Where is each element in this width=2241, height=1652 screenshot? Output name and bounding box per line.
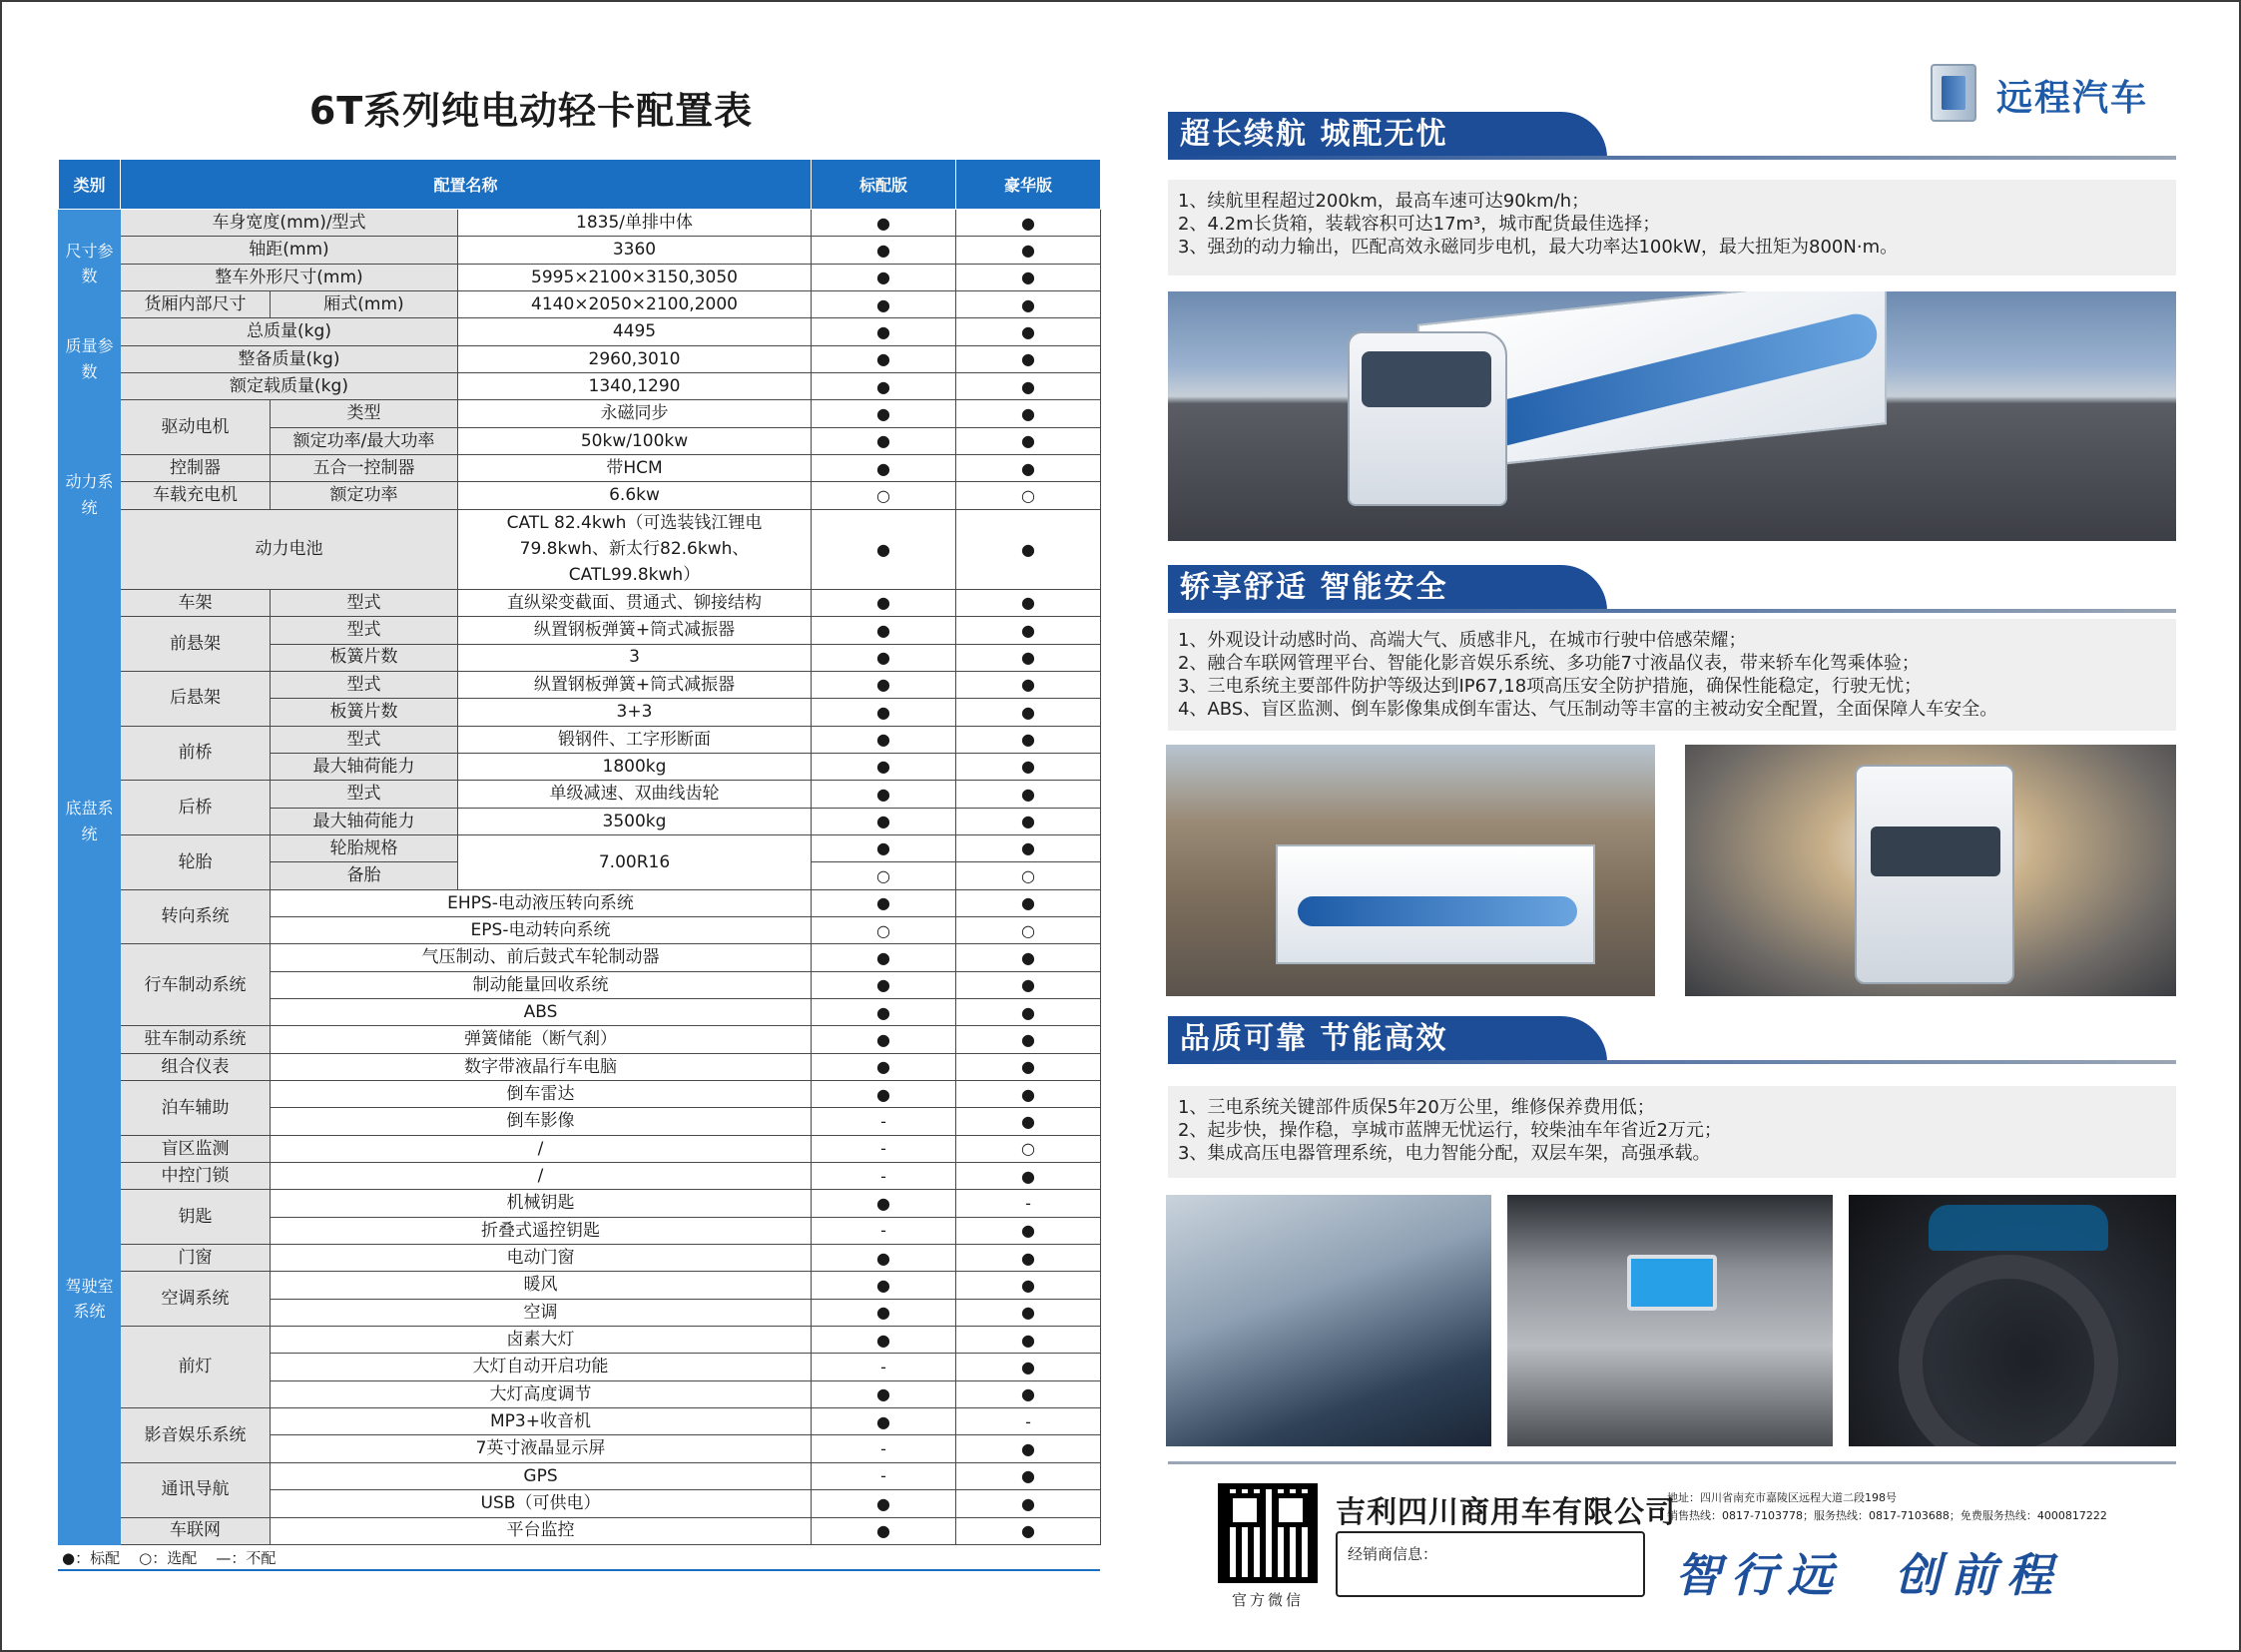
deluxe-mark: ○ (956, 1135, 1101, 1162)
qr-label: 官方微信 (1231, 1591, 1304, 1609)
row-sublabel: 类型 (271, 400, 458, 427)
standard-mark: ● (812, 589, 956, 616)
hotlines: 销售热线：0817-7103778；服务热线：0817-7103688；免费服务热线：4000817222 (1667, 1509, 2107, 1522)
page-title: 6T系列纯电动轻卡配置表 (308, 89, 754, 133)
row-label: 总质量(kg) (121, 318, 458, 345)
row-label: 组合仪表 (121, 1053, 271, 1080)
table-row (59, 889, 1101, 916)
section-text-range (1168, 180, 2176, 275)
center-console-photo (1507, 1195, 1833, 1446)
row-value: 大灯自动开启功能 (271, 1354, 812, 1380)
row-value: 4140×2050×2100,2000 (458, 291, 812, 318)
standard-mark: - (812, 1435, 956, 1462)
table-row (59, 1081, 1101, 1108)
deluxe-mark: ● (956, 1163, 1101, 1190)
row-sublabel: 厢式(mm) (271, 291, 458, 318)
table-row (59, 318, 1101, 345)
table-row (59, 1190, 1101, 1217)
row-value: 数字带液晶行车电脑 (271, 1053, 812, 1080)
deluxe-mark: ● (956, 400, 1101, 427)
truck-shape (1276, 844, 1595, 964)
row-label: 后悬架 (121, 671, 271, 726)
row-label: 整备质量(kg) (121, 345, 458, 372)
standard-mark: ● (812, 1053, 956, 1080)
row-value: 7.00R16 (458, 834, 812, 889)
row-label: 驻车制动系统 (121, 1026, 271, 1053)
standard-mark: - (812, 1108, 956, 1135)
deluxe-mark: ● (956, 1517, 1101, 1544)
deluxe-mark: ● (956, 1272, 1101, 1299)
table-row (59, 264, 1101, 290)
table-row (59, 400, 1101, 427)
table-row (59, 1245, 1101, 1272)
table-row (59, 210, 1101, 237)
category-mass: 质量参数 (59, 318, 121, 400)
row-label: 驱动电机 (121, 400, 271, 455)
deluxe-mark: ● (956, 1081, 1101, 1108)
table-row (59, 345, 1101, 372)
row-value: 纵置钢板弹簧+筒式减振器 (458, 671, 812, 698)
row-label: 钥匙 (121, 1190, 271, 1245)
row-label: 车身宽度(mm)/型式 (121, 210, 458, 237)
feature-line: 2、起步快，操作稳，享城市蓝牌无忧运行，较柴油车年省近2万元； (1178, 1120, 1722, 1141)
deluxe-mark: ● (956, 318, 1101, 345)
standard-mark: ● (812, 944, 956, 971)
row-value: 大灯高度调节 (271, 1380, 812, 1407)
table-row (59, 1026, 1101, 1053)
row-sublabel: 额定功率/最大功率 (271, 427, 458, 454)
row-label: 空调系统 (121, 1272, 271, 1327)
truck-road-photo (1168, 291, 2176, 541)
standard-mark: ● (812, 509, 956, 589)
row-label: 影音娱乐系统 (121, 1408, 271, 1463)
row-sublabel: 备胎 (271, 862, 458, 889)
standard-mark: ● (812, 1272, 956, 1299)
feature-line: 4、ABS、盲区监测、倒车影像集成倒车雷达、气压制动等丰富的主被动安全配置，全面保障人车安全。 (1178, 699, 1998, 720)
table-row (59, 781, 1101, 808)
row-label: 车载充电机 (121, 482, 271, 509)
row-label: 盲区监测 (121, 1135, 271, 1162)
deluxe-mark: ● (956, 427, 1101, 454)
row-label: 门窗 (121, 1245, 271, 1272)
row-label: 泊车辅助 (121, 1081, 271, 1136)
row-label: 前桥 (121, 726, 271, 781)
table-row (59, 1053, 1101, 1080)
standard-mark: ● (812, 671, 956, 698)
table-row (59, 834, 1101, 861)
row-value: 气压制动、前后鼓式车轮制动器 (271, 944, 812, 971)
standard-mark: ● (812, 808, 956, 834)
row-label: 车架 (121, 589, 271, 616)
standard-mark: ● (812, 373, 956, 400)
instrument-cluster (1929, 1205, 2108, 1251)
feature-line: 3、三电系统主要部件防护等级达到IP67,18项高压安全防护措施，确保性能稳定，行驶无忧； (1178, 676, 1923, 697)
table-row (59, 455, 1101, 482)
standard-mark: ● (812, 1245, 956, 1272)
row-label: 轮胎 (121, 834, 271, 889)
standard-mark: ● (812, 1190, 956, 1217)
standard-mark: ● (812, 1327, 956, 1354)
brand-name: 远程汽车 (1996, 78, 2149, 119)
qr-code-icon (1218, 1483, 1318, 1583)
row-value: 2960,3010 (458, 345, 812, 372)
standard-mark: ● (812, 889, 956, 916)
table-row (59, 1163, 1101, 1190)
row-value: 5995×2100×3150,3050 (458, 264, 812, 290)
divider (1168, 1461, 2176, 1464)
standard-mark: ● (812, 1026, 956, 1053)
deluxe-mark: ● (956, 671, 1101, 698)
company-name: 吉利四川商用车有限公司 (1336, 1495, 1676, 1530)
standard-mark: ● (812, 345, 956, 372)
deluxe-mark: ● (956, 1299, 1101, 1326)
row-value: 3360 (458, 237, 812, 264)
truck-cab (1348, 331, 1507, 506)
standard-mark: ● (812, 427, 956, 454)
table-row (59, 373, 1101, 400)
deluxe-mark: ● (956, 373, 1101, 400)
table-row (59, 1327, 1101, 1354)
feature-line: 1、外观设计动感时尚、高端大气、质感非凡，在城市行驶中倍感荣耀； (1178, 630, 1747, 651)
table-row (59, 589, 1101, 616)
row-value: 空调 (271, 1299, 812, 1326)
row-value: 6.6kw (458, 482, 812, 509)
row-value: 7英寸液晶显示屏 (271, 1435, 812, 1462)
deluxe-mark: ● (956, 808, 1101, 834)
row-value: 单级减速、双曲线齿轮 (458, 781, 812, 808)
address: 地址：四川省南充市嘉陵区远程大道二段198号 (1667, 1491, 1897, 1504)
row-value: 永磁同步 (458, 400, 812, 427)
category-power: 动力系统 (59, 400, 121, 589)
steering-wheel-photo (1849, 1195, 2176, 1446)
row-sublabel: 型式 (271, 589, 458, 616)
table-row (59, 617, 1101, 644)
row-value: 暖风 (271, 1272, 812, 1299)
row-sublabel: 最大轴荷能力 (271, 808, 458, 834)
standard-mark: ● (812, 400, 956, 427)
row-value: 电动门窗 (271, 1245, 812, 1272)
row-value: 倒车雷达 (271, 1081, 812, 1108)
standard-mark: ● (812, 318, 956, 345)
standard-mark: ● (812, 291, 956, 318)
row-sublabel: 板簧片数 (271, 699, 458, 726)
deluxe-mark: - (956, 1408, 1101, 1435)
deluxe-mark: ● (956, 455, 1101, 482)
table-row (59, 1135, 1101, 1162)
row-value: 倒车影像 (271, 1108, 812, 1135)
standard-mark: ● (812, 264, 956, 290)
row-label: 车联网 (121, 1517, 271, 1544)
section-title: 轿享舒适 智能安全 (1168, 565, 1607, 611)
header-config-name: 配置名称 (121, 160, 812, 210)
standard-mark: ○ (812, 482, 956, 509)
row-value: EPS-电动转向系统 (271, 916, 812, 943)
row-value: 机械钥匙 (271, 1190, 812, 1217)
deluxe-mark: ● (956, 1217, 1101, 1244)
deluxe-mark: ● (956, 589, 1101, 616)
standard-mark: ● (812, 1299, 956, 1326)
deluxe-mark: ● (956, 726, 1101, 753)
deluxe-mark: ○ (956, 862, 1101, 889)
deluxe-mark: ● (956, 753, 1101, 780)
row-label: 控制器 (121, 455, 271, 482)
table-row (59, 1517, 1101, 1544)
row-value: 纵置钢板弹簧+筒式减振器 (458, 617, 812, 644)
standard-mark: ● (812, 455, 956, 482)
standard-mark: - (812, 1462, 956, 1489)
slogan: 智行远 创前程 (1675, 1548, 2063, 1602)
row-value: CATL 82.4kwh（可选装钱江锂电79.8kwh、新太行82.6kwh、CATL99.8kwh） (458, 509, 812, 589)
row-value: ABS (271, 998, 812, 1025)
row-sublabel: 板簧片数 (271, 644, 458, 671)
row-value: MP3+收音机 (271, 1408, 812, 1435)
standard-mark: ● (812, 1081, 956, 1108)
row-value: 直纵梁变截面、贯通式、铆接结构 (458, 589, 812, 616)
row-sublabel: 型式 (271, 726, 458, 753)
deluxe-mark: ○ (956, 482, 1101, 509)
deluxe-mark: ● (956, 617, 1101, 644)
table-row (59, 1408, 1101, 1435)
category-size: 尺寸参数 (59, 210, 121, 318)
standard-mark: - (812, 1217, 956, 1244)
row-value: 1340,1290 (458, 373, 812, 400)
deluxe-mark: ● (956, 291, 1101, 318)
deluxe-mark: ● (956, 237, 1101, 264)
deluxe-mark: ● (956, 944, 1101, 971)
deluxe-mark: ● (956, 1462, 1101, 1489)
table-row (59, 237, 1101, 264)
dealer-label: 经销商信息： (1348, 1545, 1438, 1563)
standard-mark: ● (812, 998, 956, 1025)
table-row (59, 482, 1101, 509)
row-sublabel: 型式 (271, 671, 458, 698)
standard-mark: ● (812, 971, 956, 998)
row-value: 3+3 (458, 699, 812, 726)
feature-line: 3、强劲的动力输出，匹配高效永磁同步电机，最大功率达100kW，最大扭矩为800N·m。 (1178, 237, 1899, 258)
row-label: 前悬架 (121, 617, 271, 672)
table-row (59, 726, 1101, 753)
deluxe-mark: ○ (956, 916, 1101, 943)
standard-mark: ● (812, 1490, 956, 1517)
deluxe-mark: ● (956, 1490, 1101, 1517)
deluxe-mark: ● (956, 1053, 1101, 1080)
deluxe-mark: ● (956, 509, 1101, 589)
standard-mark: ● (812, 1517, 956, 1544)
row-label: 轴距(mm) (121, 237, 458, 264)
table-header-row (59, 160, 1101, 210)
standard-mark: - (812, 1163, 956, 1190)
row-sublabel: 最大轴荷能力 (271, 753, 458, 780)
header-standard: 标配版 (812, 160, 956, 210)
deluxe-mark: ● (956, 644, 1101, 671)
section-header-quality (1168, 1016, 2176, 1066)
table-row (59, 1462, 1101, 1489)
truck-shape (1855, 765, 2014, 984)
row-value: / (271, 1163, 812, 1190)
deluxe-mark: ● (956, 1380, 1101, 1407)
truck-front-photo (1685, 745, 2176, 996)
section-header-comfort (1168, 565, 2176, 615)
divider (1168, 609, 2176, 613)
standard-mark: ● (812, 781, 956, 808)
section-header-range (1168, 112, 2176, 162)
console-screen (1627, 1255, 1717, 1311)
row-value: 50kw/100kw (458, 427, 812, 454)
divider (1168, 1060, 2176, 1064)
row-value: EHPS-电动液压转向系统 (271, 889, 812, 916)
standard-mark: - (812, 1354, 956, 1380)
table-row (59, 944, 1101, 971)
category-cab: 驾驶室系统 (59, 1053, 121, 1544)
standard-mark: ● (812, 210, 956, 237)
row-value: 弹簧储能（断气刹） (271, 1026, 812, 1053)
row-value: 4495 (458, 318, 812, 345)
standard-mark: ● (812, 834, 956, 861)
row-sublabel: 轮胎规格 (271, 834, 458, 861)
feature-line: 2、4.2m长货箱，装载容积可达17m³，城市配货最佳选择； (1178, 214, 1661, 235)
row-sublabel: 额定功率 (271, 482, 458, 509)
header-category: 类别 (59, 160, 121, 210)
row-value: GPS (271, 1462, 812, 1489)
section-title: 品质可靠 节能高效 (1168, 1016, 1607, 1062)
header-deluxe: 豪华版 (956, 160, 1101, 210)
divider (58, 1569, 1100, 1571)
deluxe-mark: ● (956, 1354, 1101, 1380)
row-value: 折叠式遥控钥匙 (271, 1217, 812, 1244)
row-value: 1800kg (458, 753, 812, 780)
deluxe-mark: ● (956, 345, 1101, 372)
deluxe-mark: ● (956, 1327, 1101, 1354)
table-row (59, 1272, 1101, 1299)
standard-mark: ● (812, 1380, 956, 1407)
row-value: 带HCM (458, 455, 812, 482)
row-label: 前灯 (121, 1327, 271, 1408)
row-value: 制动能量回收系统 (271, 971, 812, 998)
steering-wheel (1899, 1255, 2118, 1446)
row-sublabel: 型式 (271, 781, 458, 808)
row-label: 行车制动系统 (121, 944, 271, 1026)
feature-line: 3、集成高压电器管理系统，电力智能分配，双层车架，高强承载。 (1178, 1143, 1711, 1164)
section-text-quality (1168, 1086, 2176, 1178)
deluxe-mark: ● (956, 264, 1101, 290)
row-label: 整车外形尺寸(mm) (121, 264, 458, 290)
table-row (59, 671, 1101, 698)
deluxe-mark: ● (956, 781, 1101, 808)
row-label: 中控门锁 (121, 1163, 271, 1190)
row-sublabel: 五合一控制器 (271, 455, 458, 482)
row-value: 3 (458, 644, 812, 671)
feature-line: 1、续航里程超过200km，最高车速可达90km/h； (1178, 191, 1590, 212)
cab-interior-photo (1166, 1195, 1491, 1446)
standard-mark: ● (812, 1408, 956, 1435)
category-chassis: 底盘系统 (59, 589, 121, 1053)
row-sublabel: 型式 (271, 617, 458, 644)
standard-mark: ○ (812, 916, 956, 943)
feature-line: 2、融合车联网管理平台、智能化影音娱乐系统、多功能7寸液晶仪表，带来轿车化驾乘体验； (1178, 653, 1920, 674)
row-label: 后桥 (121, 781, 271, 835)
deluxe-mark: ● (956, 699, 1101, 726)
standard-mark: ● (812, 699, 956, 726)
deluxe-mark: ● (956, 834, 1101, 861)
row-value: USB（可供电） (271, 1490, 812, 1517)
deluxe-mark: ● (956, 210, 1101, 237)
deluxe-mark: ● (956, 1026, 1101, 1053)
standard-mark: ● (812, 237, 956, 264)
deluxe-mark: ● (956, 971, 1101, 998)
row-label: 额定载质量(kg) (121, 373, 458, 400)
row-value: 锻钢件、工字形断面 (458, 726, 812, 753)
divider (1168, 156, 2176, 160)
standard-mark: ○ (812, 862, 956, 889)
row-value: 3500kg (458, 808, 812, 834)
standard-mark: ● (812, 726, 956, 753)
row-value: / (271, 1135, 812, 1162)
deluxe-mark: ● (956, 1245, 1101, 1272)
deluxe-mark: ● (956, 1435, 1101, 1462)
feature-line: 1、三电系统关键部件质保5年20万公里，维修保养费用低； (1178, 1097, 1655, 1118)
row-label: 转向系统 (121, 889, 271, 944)
dealer-info-box (1336, 1531, 1645, 1597)
truck-city-photo (1166, 745, 1655, 996)
table-row (59, 291, 1101, 318)
contact-info (1667, 1489, 2107, 1525)
standard-mark: ● (812, 753, 956, 780)
row-value: 1835/单排中体 (458, 210, 812, 237)
deluxe-mark: ● (956, 998, 1101, 1025)
section-title: 超长续航 城配无忧 (1168, 112, 1607, 158)
standard-mark: - (812, 1135, 956, 1162)
deluxe-mark: ● (956, 889, 1101, 916)
config-table (58, 159, 1101, 1545)
row-label: 货厢内部尺寸 (121, 291, 271, 318)
standard-mark: ● (812, 617, 956, 644)
row-value: 平台监控 (271, 1517, 812, 1544)
table-legend: ●：标配 ○：选配 —：不配 (62, 1549, 277, 1567)
row-label: 动力电池 (121, 509, 458, 589)
deluxe-mark: - (956, 1190, 1101, 1217)
row-value: 卤素大灯 (271, 1327, 812, 1354)
standard-mark: ● (812, 644, 956, 671)
row-label: 通讯导航 (121, 1462, 271, 1517)
deluxe-mark: ● (956, 1108, 1101, 1135)
section-text-comfort (1168, 619, 2176, 731)
